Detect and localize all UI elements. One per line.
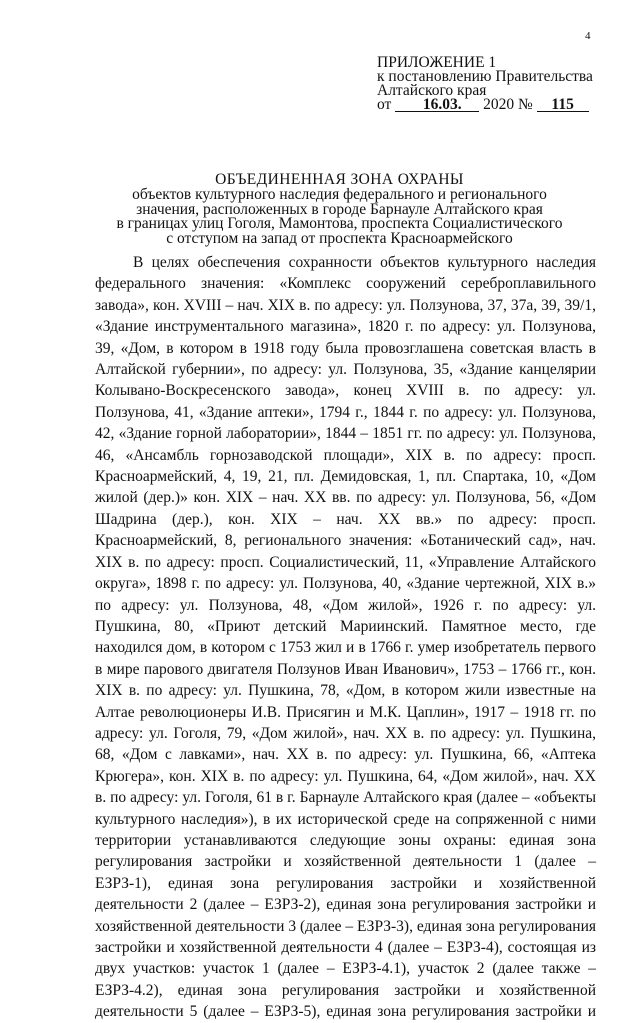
appendix-region: Алтайского края [377,82,487,99]
page-number: 4 [585,30,591,42]
number-label: № [517,96,533,113]
title-sub-4: с отступом на запад от проспекта Красноармейского [166,229,513,247]
appendix-block [377,56,593,112]
title-main: ОБЪЕДИНЕННАЯ ЗОНА ОХРАНЫ [215,171,464,188]
body-paragraph: В целях обеспечения сохранности объектов культурного наследия федерального значения: «Комплекс сооружений сереброплавильного завода», кон. XVIII – нач. XIX в. по адресу: ул. Ползунова, 37, 37а, 39, 39/1, «Здание инструментального магазина», 1820 г. по адресу: ул. Ползунова, 39, «Дом, в котором в 1918 году была провозглашена советская власть в Алтайской губернии», по адресу: ул. Ползунова, 35, «Здание канцелярии Колывано-Воскресенского завода», конец XVIII в. по адресу: ул. Ползунова, 41, «Здание аптеки», 1794 г., 1844 г. по адресу: ул. Ползунова, 42, «Здание горной лаборатории», 1844 – 1851 гг. по адресу: ул. Ползунова, 46, «Ансамбль горнозаводской площади», XIX в. по адресу: просп. Красноармейский, 4, 19, 21, пл. Демидовская, 1, пл. Спартака, 10, «Дом жилой (дер.)» кон. XIX – нач. XX вв. по адресу: ул. Ползунова, 56, «Дом Шадрина (дер.), кон. XIX – нач. XX вв.» по адресу: просп. Красноармейский, 8, регионального значения: «Ботанический сад», нач. XIX в. по адресу: просп. Социалистический, 11, «Управление Алтайского округа», 1898 г. по адресу: ул. Ползунова, 40, «Здание чертежной, XIX в.» по адресу: ул. Ползунова, 48, «Дом жилой», 1926 г. по адресу: ул. Пушкина, 80, «Приют детский Мариинский. Памятное место, где находился дом, в котором с 1753 жил и в 1766 г. умер изобретатель первого в мире парового двигателя Ползунов Иван Иванович», 1753 – 1766 гг., кон. XIX в. по адресу: ул. Пушкина, 78, «Дом, в котором жили известные на Алтае революционеры И.В. Присягин и М.К. Цаплин», 1917 – 1918 гг. по адресу: ул. Гоголя, 79, «Дом жилой», нач. XX в. по адресу: ул. Пушкина, 68, «Дом с лавками», нач. XX в. по адресу: ул. Пушкина, 66, «Аптека Крюгера», кон. XIX в. по адресу: ул. Пушкина, 64, «Дом жилой», нач. XX в. по адресу: ул. Гоголя, 61 в г. Барнауле Алтайского края (далее – «объекты культурного наследия»), в их исторической среде на сопряженной с ними территории устанавливаются следующие зоны охраны: единая зона регулирования застройки и хозяйственной деятельности 1 (далее – ЕЗРЗ-1), единая зона регулирования застройки и хозяйственной деятельности 2 (далее – ЕЗРЗ-2), единая зона регулирования застройки и хозяйственной деятельности 3 (далее – ЕЗРЗ-3), единая зона регулирования застройки и хозяйственной деятельности 4 (далее – ЕЗРЗ-4), состоящая из двух участков: участок 1 (далее – ЕЗРЗ-4.1), участок 2 (далее также – ЕЗРЗ-4.2), единая зона регулирования застройки и хозяйственной деятельности 5 (далее – ЕЗРЗ-5), единая зона регулирования застройки и [95,254,597,1021]
decree-date: 16.03. [395,98,479,112]
from-label: от [377,96,392,113]
decree-number: 115 [537,98,589,112]
appendix-heading: ПРИЛОЖЕНИЕ 1 [377,54,497,71]
appendix-decree: к постановлению Правительства [377,68,593,85]
title-sub-3: в границах улиц Гоголя, Мамонтова, проспекта Социалистического [116,215,563,232]
title-sub-1: объектов культурного наследия федерального и регионального [132,186,547,203]
title-sub-2: значения, расположенных в городе Барнауле Алтайского края [136,200,543,218]
decree-year: 2020 [483,96,515,113]
appendix-date-line [377,98,593,112]
document-title [0,172,639,246]
body-text [95,252,596,1023]
